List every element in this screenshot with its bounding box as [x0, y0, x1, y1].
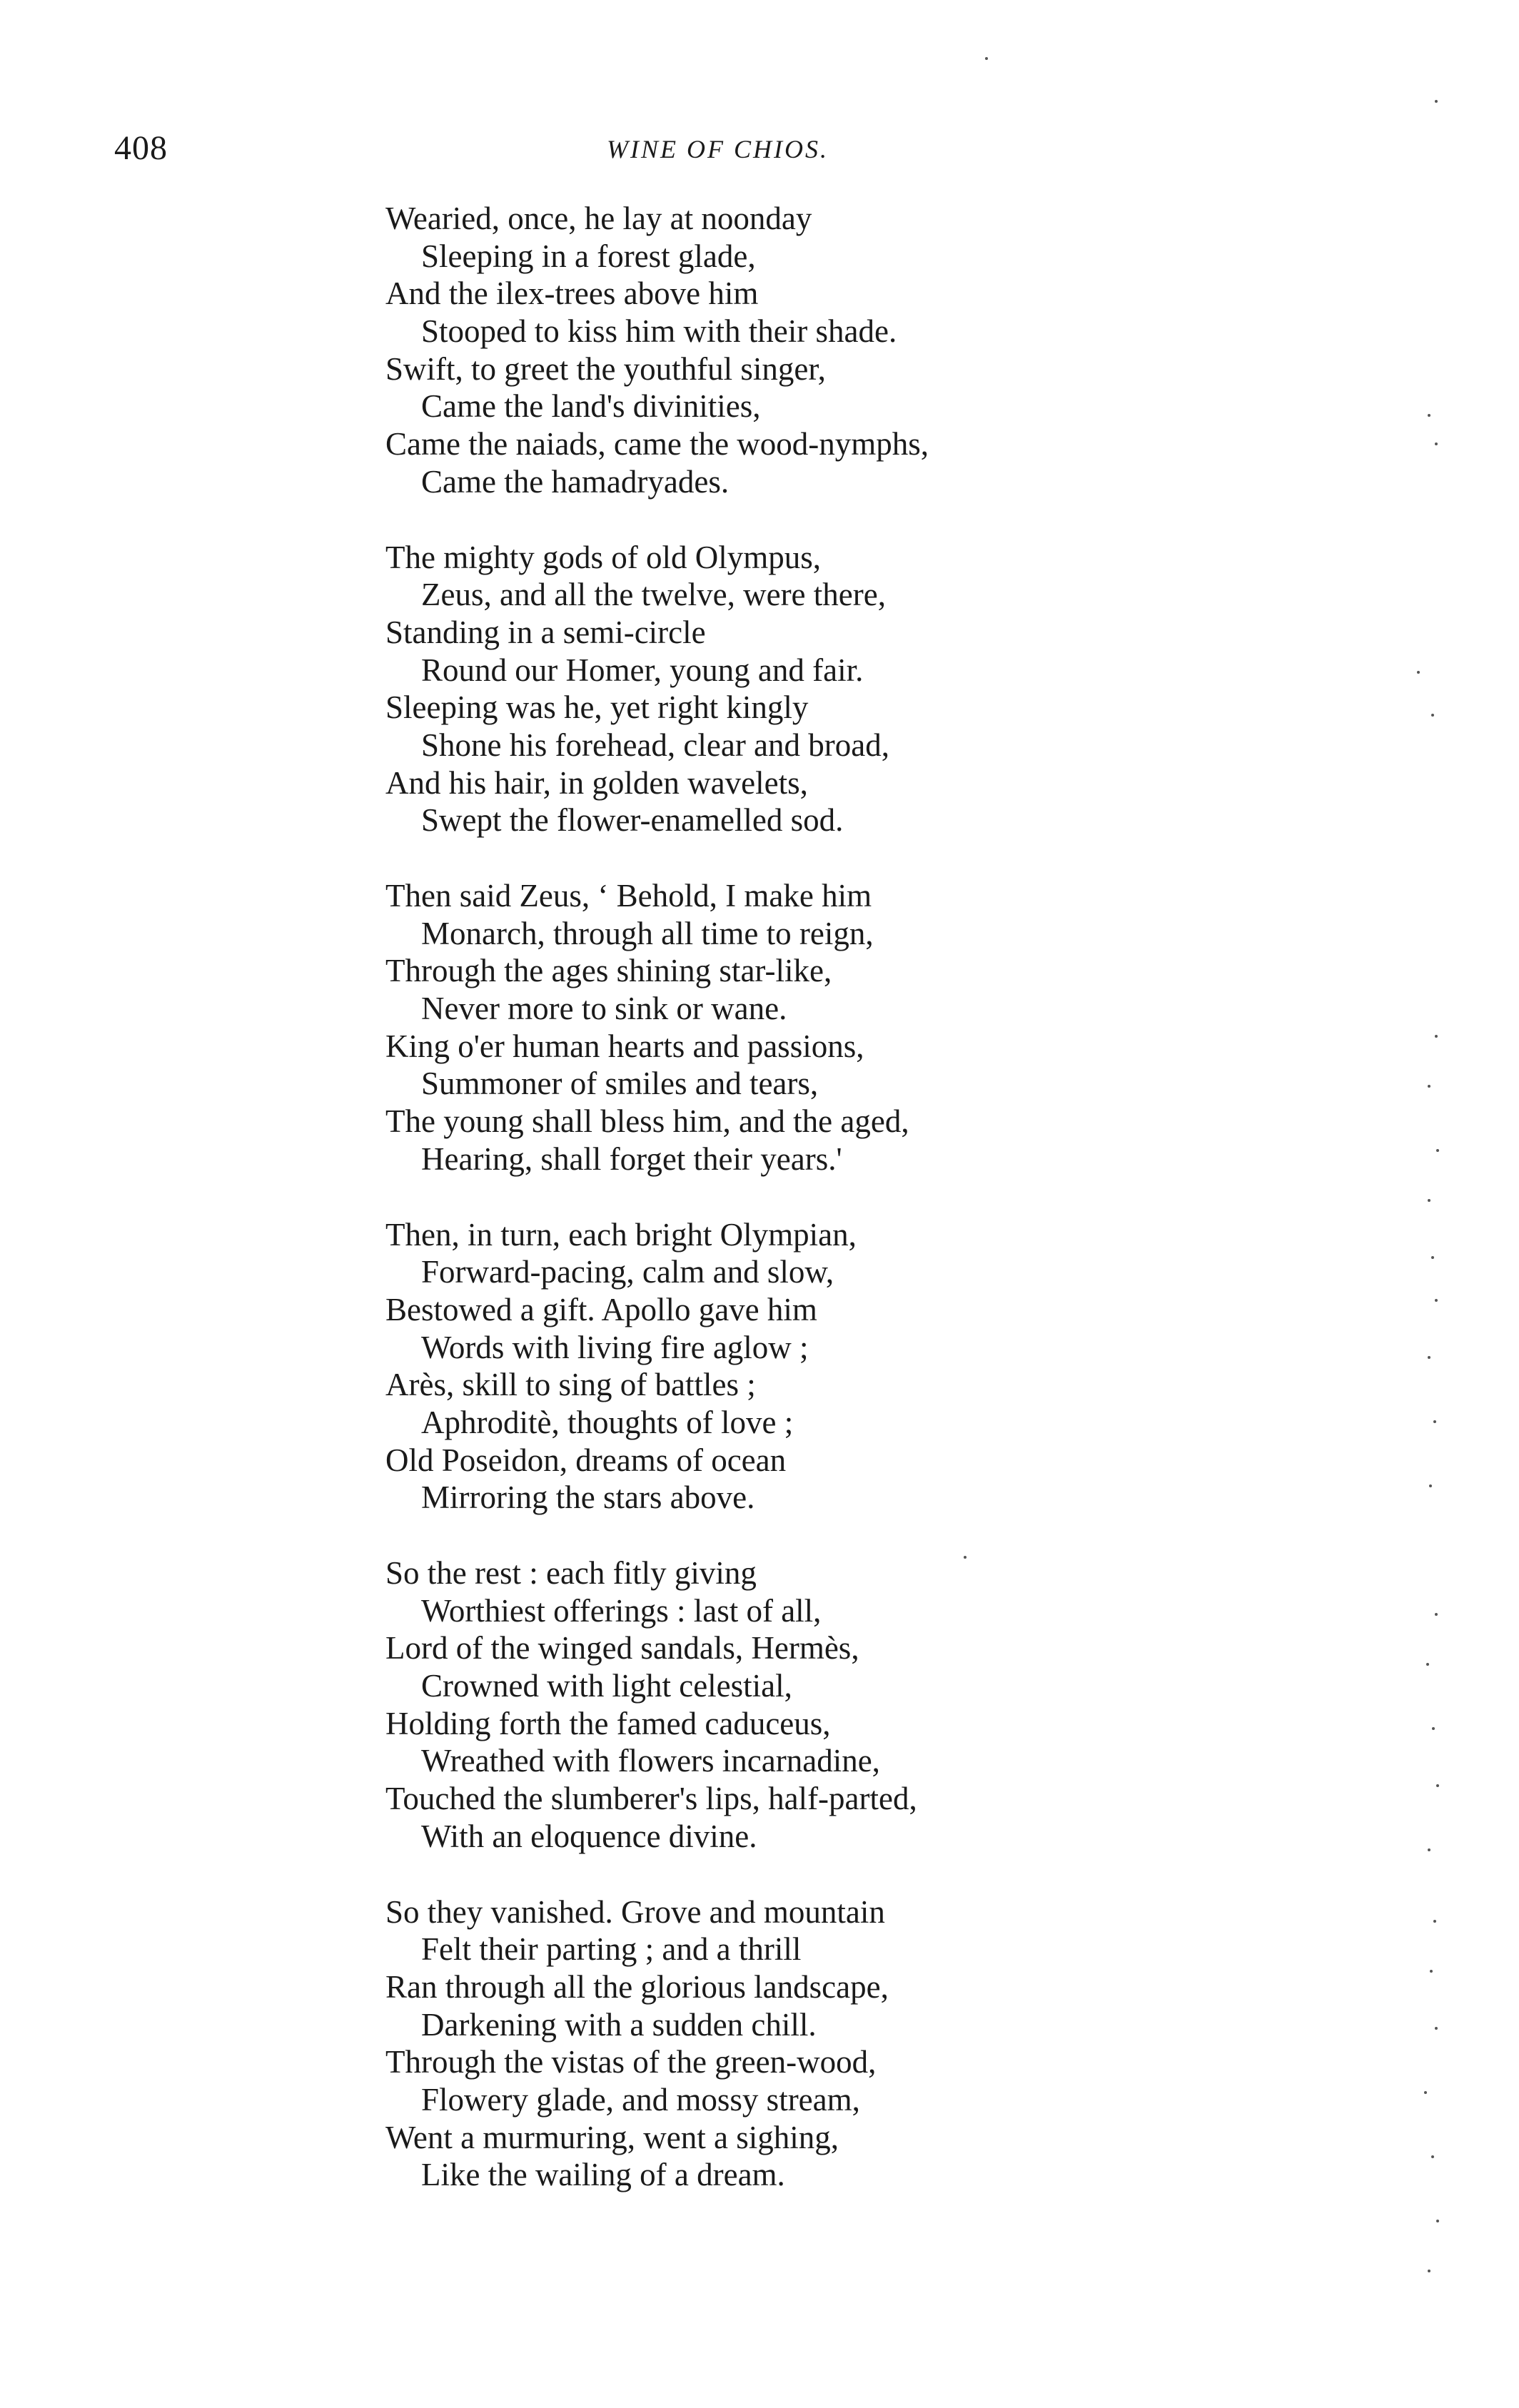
poem-body	[385, 200, 1313, 2232]
poem-line: And the ilex-trees above him	[385, 275, 759, 312]
scan-speck	[1436, 1784, 1439, 1787]
scan-speck	[1433, 1420, 1436, 1423]
poem-line: Went a murmuring, went a sighing,	[385, 2119, 839, 2155]
poem-line: Swept the flower-enamelled sod.	[421, 802, 844, 839]
scan-speck	[1428, 414, 1430, 417]
poem-line: Through the ages shining star-like,	[385, 953, 832, 989]
poem-line: Came the naiads, came the wood-nymphs,	[385, 426, 929, 462]
scan-speck	[1426, 1663, 1429, 1666]
poem-line: Touched the slumberer's lips, half-parted,	[385, 1781, 917, 1817]
poem-line: Stooped to kiss him with their shade.	[421, 313, 897, 350]
poem-line: Mirroring the stars above.	[421, 1479, 755, 1516]
poem-line: Round our Homer, young and fair.	[421, 652, 864, 688]
poem-line: And his hair, in golden wavelets,	[385, 764, 808, 801]
poem-line: Worthiest offerings : last of all,	[421, 1592, 822, 1629]
poem-line: Old Poseidon, dreams of ocean	[385, 1442, 787, 1478]
scan-speck	[1435, 1035, 1438, 1038]
poem-line: Arès, skill to sing of battles ;	[385, 1367, 756, 1403]
poem-line: So they vanished. Grove and mountain	[385, 1893, 885, 1930]
poem-line: Aphroditè, thoughts of love ;	[421, 1404, 794, 1440]
scan-speck	[1435, 1613, 1438, 1616]
poem-line: Summoner of smiles and tears,	[421, 1066, 819, 1102]
scan-speck	[1429, 1484, 1432, 1487]
poem-line: Zeus, and all the twelve, were there,	[421, 577, 886, 613]
poem-line: Standing in a semi-circle	[385, 614, 706, 650]
scan-speck	[1435, 442, 1438, 445]
scan-speck	[1432, 1727, 1435, 1730]
poem-line: Holding forth the famed caduceus,	[385, 1705, 831, 1741]
poem-line: The young shall bless him, and the aged,	[385, 1103, 909, 1140]
running-title: WINE OF CHIOS.	[607, 135, 829, 163]
scan-speck	[1428, 1848, 1430, 1851]
scan-speck	[1424, 2091, 1427, 2094]
poem-line: Forward-pacing, calm and slow,	[421, 1254, 834, 1290]
poem-line: Through the vistas of the green-wood,	[385, 2044, 877, 2080]
poem-line: Wreathed with flowers incarnadine,	[421, 1743, 880, 1779]
poem-line: Flowery glade, and mossy stream,	[421, 2081, 860, 2118]
scan-speck	[964, 1556, 967, 1559]
poem-line: Lord of the winged sandals, Hermès,	[385, 1630, 859, 1666]
scan-speck	[1431, 2155, 1434, 2158]
poem-line: Bestowed a gift. Apollo gave him	[385, 1291, 817, 1327]
stanza	[385, 200, 1313, 501]
scan-speck	[1436, 1149, 1439, 1152]
scan-speck	[1417, 671, 1420, 674]
scan-speck	[985, 57, 988, 60]
stanza	[385, 1554, 1313, 1856]
scan-speck	[1431, 1256, 1434, 1259]
poem-line: Came the hamadryades.	[421, 463, 730, 500]
scan-speck	[1428, 1199, 1430, 1202]
poem-line: King o'er human hearts and passions,	[385, 1028, 864, 1064]
poem-line: Wearied, once, he lay at noonday	[385, 201, 812, 236]
poem-line: Hearing, shall forget their years.'	[421, 1140, 842, 1177]
poem-line: Never more to sink or wane.	[421, 991, 787, 1027]
poem-line: Came the land's divinities,	[421, 388, 761, 425]
scan-speck	[1431, 714, 1434, 717]
poem-line: With an eloquence divine.	[421, 1818, 757, 1854]
scan-speck	[1428, 1356, 1430, 1359]
stanza	[385, 877, 1313, 1178]
page-number: 408	[114, 129, 168, 167]
poem-line: Darkening with a sudden chill.	[421, 2006, 817, 2043]
poem-line: Then, in turn, each bright Olympian,	[385, 1216, 857, 1253]
poem-line: Like the wailing of a dream.	[421, 2157, 785, 2193]
scan-speck	[1430, 1970, 1433, 1973]
poem-line: Sleeping in a forest glade,	[421, 238, 756, 274]
scan-speck	[1435, 1299, 1438, 1302]
scan-speck	[1435, 2027, 1438, 2030]
poem-line: Then said Zeus, ‘ Behold, I make him	[385, 878, 872, 914]
poem-line: So the rest : each fitly giving	[385, 1555, 757, 1591]
stanza	[385, 539, 1313, 840]
poem-line: Crowned with light celestial,	[421, 1668, 792, 1704]
scan-speck	[1428, 2270, 1430, 2272]
poem-line: Shone his forehead, clear and broad,	[421, 727, 889, 763]
scan-speck	[1436, 2220, 1439, 2222]
stanza	[385, 1893, 1313, 2195]
scan-speck	[1435, 100, 1438, 103]
poem-line: Swift, to greet the youthful singer,	[385, 350, 826, 387]
poem-line: Words with living fire aglow ;	[421, 1329, 809, 1365]
scan-speck	[1428, 1085, 1430, 1088]
poem-line: Sleeping was he, yet right kingly	[385, 689, 809, 726]
poem-line: Felt their parting ; and a thrill	[421, 1931, 802, 1968]
scan-speck	[1433, 1920, 1436, 1923]
poem-line: Monarch, through all time to reign,	[421, 915, 874, 951]
stanza	[385, 1216, 1313, 1517]
poem-line: The mighty gods of old Olympus,	[385, 539, 821, 575]
poem-line: Ran through all the glorious landscape,	[385, 1968, 889, 2005]
